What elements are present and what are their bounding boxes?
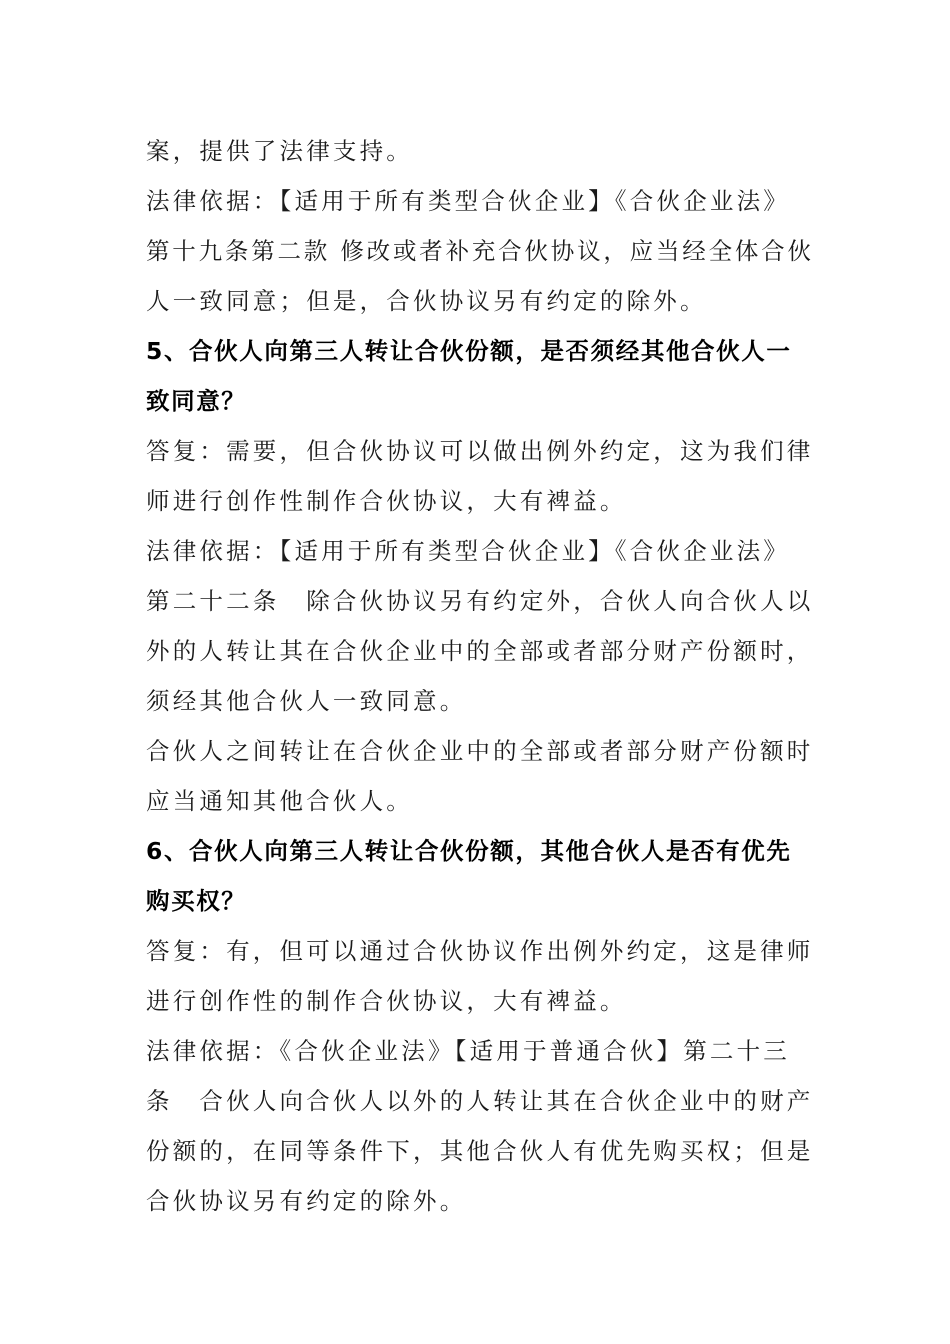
legal-basis-line: 外的人转让其在合伙企业中的全部或者部分财产份额时， <box>146 637 814 665</box>
answer-line: 进行创作性的制作合伙协议，大有裨益。 <box>146 987 627 1015</box>
paragraph-line: 第十九条第二款 修改或者补充合伙协议，应当经全体合伙 <box>146 237 814 265</box>
paragraph-line: 案，提供了法律支持。 <box>146 137 413 165</box>
answer-line: 师进行创作性制作合伙协议，大有裨益。 <box>146 487 627 515</box>
legal-basis-line: 份额的，在同等条件下，其他合伙人有优先购买权；但是 <box>146 1137 814 1165</box>
question-heading-5: 致同意？ <box>146 387 247 415</box>
paragraph-line: 法律依据：【适用于所有类型合伙企业】《合伙企业法》 <box>146 187 790 215</box>
paragraph-line: 合伙人之间转让在合伙企业中的全部或者部分财产份额时 <box>146 737 814 765</box>
answer-line: 答复：需要，但合伙协议可以做出例外约定，这为我们律 <box>146 437 814 465</box>
question-heading-6: 购买权？ <box>146 887 247 915</box>
legal-basis-line: 条 合伙人向合伙人以外的人转让其在合伙企业中的财产 <box>146 1087 814 1115</box>
paragraph-line: 人一致同意；但是，合伙协议另有约定的除外。 <box>146 287 707 315</box>
paragraph-line: 应当通知其他合伙人。 <box>146 787 413 815</box>
question-heading-5: 5、合伙人向第三人转让合伙份额，是否须经其他合伙人一 <box>146 337 792 365</box>
answer-line: 答复：有，但可以通过合伙协议作出例外约定，这是律师 <box>146 937 814 965</box>
document-body <box>146 126 816 1226</box>
legal-basis-line: 合伙协议另有约定的除外。 <box>146 1187 467 1215</box>
legal-basis-line: 第二十二条 除合伙协议另有约定外，合伙人向合伙人以 <box>146 587 814 615</box>
question-heading-6: 6、合伙人向第三人转让合伙份额，其他合伙人是否有优先 <box>146 837 792 865</box>
legal-basis-line: 法律依据：【适用于所有类型合伙企业】《合伙企业法》 <box>146 537 790 565</box>
legal-basis-line: 须经其他合伙人一致同意。 <box>146 687 467 715</box>
legal-basis-line: 法律依据：《合伙企业法》【适用于普通合伙】第二十三 <box>146 1037 790 1065</box>
